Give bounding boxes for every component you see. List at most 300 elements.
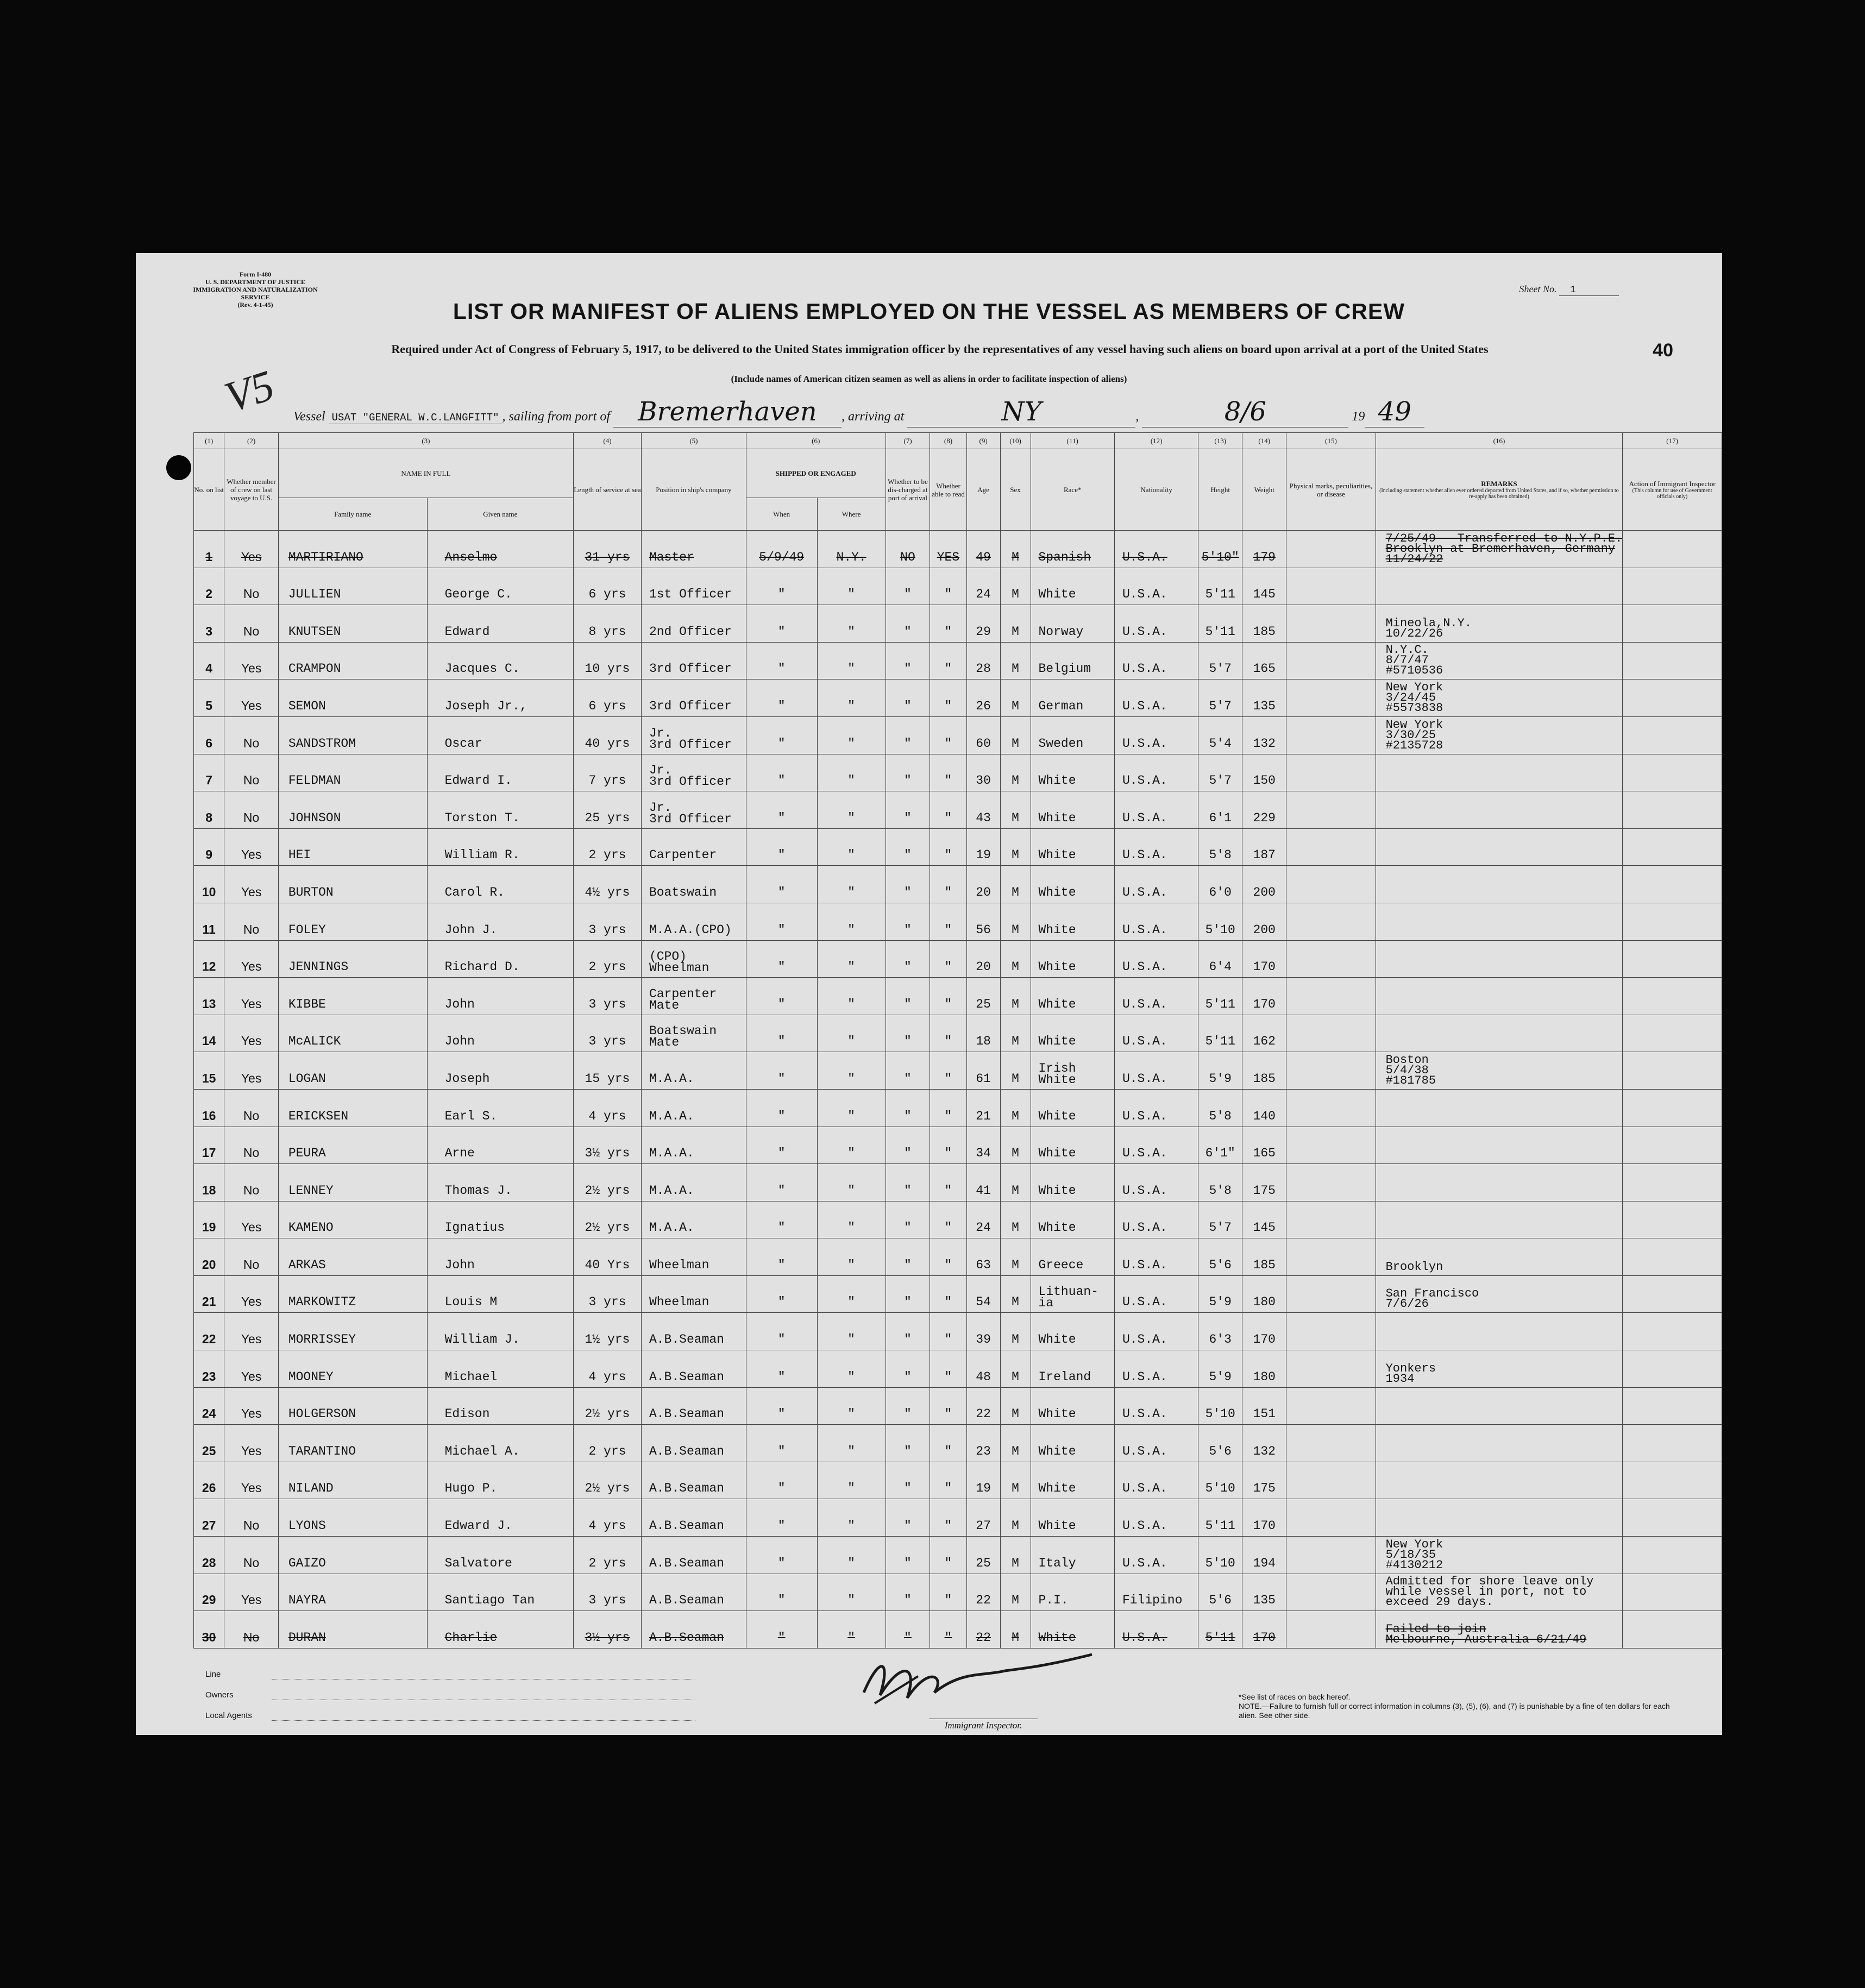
shipped-where: N.Y. xyxy=(817,531,886,568)
age: 54 xyxy=(966,1275,1000,1313)
weight: 180 xyxy=(1242,1350,1286,1388)
length-of-service: 2½ yrs xyxy=(573,1387,641,1425)
remarks xyxy=(1376,940,1623,978)
table-row xyxy=(194,1238,1722,1276)
shipped-where: " xyxy=(817,1015,886,1052)
height: 5'7 xyxy=(1198,754,1242,791)
weight: 179 xyxy=(1242,531,1286,568)
sex: M xyxy=(1000,791,1031,829)
family-name: TARANTINO xyxy=(278,1425,427,1462)
given-name: John xyxy=(427,978,573,1015)
length-of-service: 4 yrs xyxy=(573,1499,641,1537)
shipped-when: " xyxy=(746,1313,817,1350)
shipped-when: " xyxy=(746,1387,817,1425)
sex: M xyxy=(1000,1350,1031,1388)
discharged-flag: " xyxy=(886,1015,930,1052)
row-number: 20 xyxy=(194,1238,224,1276)
sex: M xyxy=(1000,531,1031,568)
header-family-name: Family name xyxy=(278,498,427,531)
able-to-read: " xyxy=(930,1238,966,1276)
family-name: MORRISSEY xyxy=(278,1313,427,1350)
shipped-where: " xyxy=(817,1275,886,1313)
row-number: 11 xyxy=(194,903,224,940)
remarks-text: San Francisco 7/6/26 xyxy=(1385,1287,1479,1311)
remarks xyxy=(1376,754,1623,791)
family-name: PEURA xyxy=(278,1127,427,1164)
physical-marks xyxy=(1286,680,1376,717)
height: 5'11 xyxy=(1198,605,1242,643)
length-of-service: 6 yrs xyxy=(573,568,641,605)
action-title: Action of Immigrant Inspector xyxy=(1629,480,1716,488)
position: A.B.Seaman xyxy=(641,1462,746,1499)
crew-member-flag: Yes xyxy=(224,1052,278,1090)
discharged-flag: " xyxy=(886,1611,930,1649)
nationality: U.S.A. xyxy=(1114,940,1198,978)
family-name: NAYRA xyxy=(278,1574,427,1611)
age: 20 xyxy=(966,866,1000,903)
race: Belgium xyxy=(1031,642,1114,680)
remarks xyxy=(1376,978,1623,1015)
able-to-read: " xyxy=(930,1574,966,1611)
page-number: 40 xyxy=(1653,340,1673,361)
shipped-where: " xyxy=(817,1089,886,1127)
row-number: 4 xyxy=(194,642,224,680)
position: Jr. 3rd Officer xyxy=(641,791,746,829)
row-number: 1 xyxy=(194,531,224,568)
position: A.B.Seaman xyxy=(641,1574,746,1611)
header-able-to-read: Whether able to read xyxy=(930,449,966,531)
remarks xyxy=(1376,1275,1623,1313)
shipped-when: " xyxy=(746,605,817,643)
remarks xyxy=(1376,1238,1623,1276)
race: White xyxy=(1031,1611,1114,1649)
remarks xyxy=(1376,605,1623,643)
header-age: Age xyxy=(966,449,1000,531)
discharged-flag: " xyxy=(886,605,930,643)
inspector-action xyxy=(1623,1574,1722,1611)
shipped-when: " xyxy=(746,1164,817,1201)
table-row xyxy=(194,866,1722,903)
length-of-service: 4 yrs xyxy=(573,1350,641,1388)
race: Lithuan- ia xyxy=(1031,1275,1114,1313)
inspector-action xyxy=(1623,1537,1722,1574)
sex: M xyxy=(1000,1574,1031,1611)
remarks xyxy=(1376,1089,1623,1127)
weight: 187 xyxy=(1242,828,1286,866)
shipped-where: " xyxy=(817,716,886,754)
given-name: Edison xyxy=(427,1387,573,1425)
position: Carpenter Mate xyxy=(641,978,746,1015)
header-crew-member: Whether member of crew on last voyage to U.S. xyxy=(224,449,278,531)
table-row xyxy=(194,903,1722,940)
table-row xyxy=(194,605,1722,643)
table-row xyxy=(194,1537,1722,1574)
discharged-flag: " xyxy=(886,1127,930,1164)
immigrant-inspector-label: Immigrant Inspector. xyxy=(929,1719,1038,1731)
crew-member-flag: Yes xyxy=(224,531,278,568)
age: 41 xyxy=(966,1164,1000,1201)
length-of-service: 15 yrs xyxy=(573,1052,641,1090)
position: 3rd Officer xyxy=(641,680,746,717)
remarks xyxy=(1376,1499,1623,1537)
race: White xyxy=(1031,1313,1114,1350)
remarks xyxy=(1376,1164,1623,1201)
table-row xyxy=(194,1313,1722,1350)
family-name: KNUTSEN xyxy=(278,605,427,643)
weight: 180 xyxy=(1242,1275,1286,1313)
crew-member-flag: Yes xyxy=(224,1015,278,1052)
races-note: *See list of races on back hereof. xyxy=(1239,1693,1351,1701)
row-number: 15 xyxy=(194,1052,224,1090)
position: Carpenter xyxy=(641,828,746,866)
header-shipped-or-engaged: SHIPPED OR ENGAGED xyxy=(746,449,886,498)
table-row xyxy=(194,1164,1722,1201)
position: Master xyxy=(641,531,746,568)
age: 27 xyxy=(966,1499,1000,1537)
physical-marks xyxy=(1286,1350,1376,1388)
remarks-text: Admitted for shore leave only while vessel in port, not to exceed 29 days. xyxy=(1385,1575,1594,1609)
position: A.B.Seaman xyxy=(641,1499,746,1537)
race: Spanish xyxy=(1031,531,1114,568)
family-name: HOLGERSON xyxy=(278,1387,427,1425)
able-to-read: " xyxy=(930,754,966,791)
physical-marks xyxy=(1286,1275,1376,1313)
shipped-where: " xyxy=(817,866,886,903)
race: White xyxy=(1031,866,1114,903)
header-discharged: Whether to be dis-charged at port of arrival xyxy=(886,449,930,531)
header-remarks xyxy=(1376,449,1623,531)
discharged-flag: " xyxy=(886,680,930,717)
age: 34 xyxy=(966,1127,1000,1164)
nationality: U.S.A. xyxy=(1114,642,1198,680)
arrival-port: NY xyxy=(907,397,1135,427)
line-field[interactable] xyxy=(272,1678,695,1679)
local-agents-label: Local Agents xyxy=(205,1711,252,1720)
row-number: 25 xyxy=(194,1425,224,1462)
shipped-when: " xyxy=(746,940,817,978)
able-to-read: " xyxy=(930,1275,966,1313)
row-number: 2 xyxy=(194,568,224,605)
race: Greece xyxy=(1031,1238,1114,1276)
row-number: 5 xyxy=(194,680,224,717)
col-num-16: (16) xyxy=(1376,433,1623,449)
inspector-action xyxy=(1623,1238,1722,1276)
race: Italy xyxy=(1031,1537,1114,1574)
shipped-when: " xyxy=(746,754,817,791)
able-to-read: " xyxy=(930,903,966,940)
discharged-flag: " xyxy=(886,1574,930,1611)
shipped-where: " xyxy=(817,1238,886,1276)
age: 30 xyxy=(966,754,1000,791)
physical-marks xyxy=(1286,1537,1376,1574)
line-label: Line xyxy=(205,1670,221,1679)
sex: M xyxy=(1000,1201,1031,1238)
nationality: U.S.A. xyxy=(1114,978,1198,1015)
able-to-read: " xyxy=(930,1052,966,1090)
col-num-6: (6) xyxy=(746,433,886,449)
nationality: U.S.A. xyxy=(1114,1089,1198,1127)
col-num-13: (13) xyxy=(1198,433,1242,449)
remarks xyxy=(1376,1611,1623,1649)
length-of-service: 31 yrs xyxy=(573,531,641,568)
crew-member-flag: No xyxy=(224,1164,278,1201)
length-of-service: 4 yrs xyxy=(573,1089,641,1127)
discharged-flag: " xyxy=(886,1425,930,1462)
given-name: Michael A. xyxy=(427,1425,573,1462)
height: 6'0 xyxy=(1198,866,1242,903)
remarks xyxy=(1376,1313,1623,1350)
row-number: 28 xyxy=(194,1537,224,1574)
crew-member-flag: Yes xyxy=(224,642,278,680)
position: Jr. 3rd Officer xyxy=(641,754,746,791)
owners-field[interactable] xyxy=(272,1699,695,1700)
discharged-flag: " xyxy=(886,754,930,791)
table-row xyxy=(194,568,1722,605)
discharged-flag: " xyxy=(886,866,930,903)
shipped-where: " xyxy=(817,605,886,643)
table-row xyxy=(194,1425,1722,1462)
age: 56 xyxy=(966,903,1000,940)
discharged-flag: " xyxy=(886,1201,930,1238)
remarks xyxy=(1376,1052,1623,1090)
length-of-service: 40 Yrs xyxy=(573,1238,641,1276)
able-to-read: " xyxy=(930,1164,966,1201)
inspector-action xyxy=(1623,1164,1722,1201)
header-height: Height xyxy=(1198,449,1242,531)
nationality: U.S.A. xyxy=(1114,903,1198,940)
row-number: 7 xyxy=(194,754,224,791)
table-row xyxy=(194,828,1722,866)
length-of-service: 10 yrs xyxy=(573,642,641,680)
remarks-text: Failed to join Melbourne, Australia 6/21/49 xyxy=(1385,1622,1587,1646)
length-of-service: 3 yrs xyxy=(573,1275,641,1313)
table-row xyxy=(194,680,1722,717)
inspector-action xyxy=(1623,866,1722,903)
given-name: Torston T. xyxy=(427,791,573,829)
nationality: U.S.A. xyxy=(1114,1387,1198,1425)
row-number: 8 xyxy=(194,791,224,829)
physical-marks xyxy=(1286,1238,1376,1276)
inspector-signature xyxy=(842,1644,1103,1709)
inspector-action xyxy=(1623,1350,1722,1388)
discharged-flag: " xyxy=(886,1313,930,1350)
position: (CPO) Wheelman xyxy=(641,940,746,978)
position: 1st Officer xyxy=(641,568,746,605)
sex: M xyxy=(1000,1425,1031,1462)
height: 5'11 xyxy=(1198,978,1242,1015)
inspector-action xyxy=(1623,754,1722,791)
sex: M xyxy=(1000,1127,1031,1164)
length-of-service: 1½ yrs xyxy=(573,1313,641,1350)
remarks xyxy=(1376,568,1623,605)
age: 26 xyxy=(966,680,1000,717)
row-number: 29 xyxy=(194,1574,224,1611)
shipped-where: " xyxy=(817,1127,886,1164)
shipped-where: " xyxy=(817,642,886,680)
col-num-1: (1) xyxy=(194,433,224,449)
position: Wheelman xyxy=(641,1275,746,1313)
family-name: MARTIRIANO xyxy=(278,531,427,568)
physical-marks xyxy=(1286,1201,1376,1238)
physical-marks xyxy=(1286,568,1376,605)
weight: 185 xyxy=(1242,1052,1286,1090)
shipped-where: " xyxy=(817,978,886,1015)
header-nationality: Nationality xyxy=(1114,449,1198,531)
crew-member-flag: Yes xyxy=(224,1313,278,1350)
height: 5'9 xyxy=(1198,1052,1242,1090)
family-name: LYONS xyxy=(278,1499,427,1537)
discharged-flag: " xyxy=(886,828,930,866)
shipped-where: " xyxy=(817,1052,886,1090)
inspector-action xyxy=(1623,1611,1722,1649)
footer-notes xyxy=(1239,1693,1684,1720)
given-name: John J. xyxy=(427,903,573,940)
sex: M xyxy=(1000,716,1031,754)
remarks-text: New York 3/24/45 #5573838 xyxy=(1385,680,1443,715)
crew-member-flag: Yes xyxy=(224,978,278,1015)
inspector-action xyxy=(1623,568,1722,605)
shipped-when: " xyxy=(746,1350,817,1388)
length-of-service: 2½ yrs xyxy=(573,1462,641,1499)
able-to-read: " xyxy=(930,1537,966,1574)
weight: 162 xyxy=(1242,1015,1286,1052)
discharged-flag: " xyxy=(886,1537,930,1574)
given-name: Charlie xyxy=(427,1611,573,1649)
shipped-when: " xyxy=(746,680,817,717)
page-subtitle: Required under Act of Congress of February 5, 1917, to be delivered to the United States immigration officer by the representatives of any vessel having such aliens on board upon arrival at a port of the United States xyxy=(391,342,1489,356)
discharged-flag: " xyxy=(886,940,930,978)
sex: M xyxy=(1000,978,1031,1015)
row-number: 19 xyxy=(194,1201,224,1238)
remarks-text: Boston 5/4/38 #181785 xyxy=(1385,1053,1436,1087)
given-name: John xyxy=(427,1015,573,1052)
shipped-when: " xyxy=(746,1089,817,1127)
height: 5'11 xyxy=(1198,568,1242,605)
inspector-action xyxy=(1623,1089,1722,1127)
length-of-service: 3½ yrs xyxy=(573,1611,641,1649)
vessel-name: USAT "GENERAL W.C.LANGFITT" xyxy=(329,412,503,424)
discharged-flag: " xyxy=(886,716,930,754)
able-to-read: " xyxy=(930,1313,966,1350)
col-num-14: (14) xyxy=(1242,433,1286,449)
shipped-when: " xyxy=(746,791,817,829)
height: 5'10 xyxy=(1198,903,1242,940)
family-name: ERICKSEN xyxy=(278,1089,427,1127)
service-name: IMMIGRATION AND NATURALIZATION SERVICE xyxy=(193,286,318,301)
weight: 151 xyxy=(1242,1387,1286,1425)
row-number: 17 xyxy=(194,1127,224,1164)
row-number: 24 xyxy=(194,1387,224,1425)
height: 6'1" xyxy=(1198,1127,1242,1164)
race: White xyxy=(1031,1425,1114,1462)
shipped-when: " xyxy=(746,1425,817,1462)
discharged-flag: " xyxy=(886,642,930,680)
remarks xyxy=(1376,828,1623,866)
age: 61 xyxy=(966,1052,1000,1090)
physical-marks xyxy=(1286,978,1376,1015)
given-name: Hugo P. xyxy=(427,1462,573,1499)
sex: M xyxy=(1000,1611,1031,1649)
race: Norway xyxy=(1031,605,1114,643)
length-of-service: 4½ yrs xyxy=(573,866,641,903)
handwritten-mark: V5 xyxy=(219,361,280,422)
given-name: Salvatore xyxy=(427,1537,573,1574)
physical-marks xyxy=(1286,791,1376,829)
shipped-when: " xyxy=(746,1611,817,1649)
crew-member-flag: Yes xyxy=(224,940,278,978)
weight: 170 xyxy=(1242,1313,1286,1350)
remarks xyxy=(1376,680,1623,717)
crew-member-flag: No xyxy=(224,1499,278,1537)
shipped-where: " xyxy=(817,1537,886,1574)
given-name: Santiago Tan xyxy=(427,1574,573,1611)
crew-member-flag: Yes xyxy=(224,1387,278,1425)
table-row xyxy=(194,1089,1722,1127)
col-num-5: (5) xyxy=(641,433,746,449)
discharged-flag: " xyxy=(886,978,930,1015)
age: 24 xyxy=(966,568,1000,605)
family-name: NILAND xyxy=(278,1462,427,1499)
sex: M xyxy=(1000,1052,1031,1090)
inspector-action xyxy=(1623,1387,1722,1425)
remarks xyxy=(1376,1574,1623,1611)
remarks xyxy=(1376,1015,1623,1052)
physical-marks xyxy=(1286,903,1376,940)
local-agents-field[interactable] xyxy=(272,1720,695,1721)
length-of-service: 3 yrs xyxy=(573,903,641,940)
physical-marks xyxy=(1286,1052,1376,1090)
crew-member-flag: Yes xyxy=(224,1350,278,1388)
shipped-when: " xyxy=(746,1574,817,1611)
sex: M xyxy=(1000,1537,1031,1574)
shipped-when: 5/9/49 xyxy=(746,531,817,568)
shipped-when: " xyxy=(746,1238,817,1276)
row-number: 22 xyxy=(194,1313,224,1350)
inspector-action xyxy=(1623,605,1722,643)
table-row xyxy=(194,754,1722,791)
sex: M xyxy=(1000,940,1031,978)
weight: 145 xyxy=(1242,568,1286,605)
crew-member-flag: No xyxy=(224,791,278,829)
given-name: Joseph xyxy=(427,1052,573,1090)
nationality: U.S.A. xyxy=(1114,1350,1198,1388)
height: 5'9 xyxy=(1198,1350,1242,1388)
remarks xyxy=(1376,1201,1623,1238)
col-num-11: (11) xyxy=(1031,433,1114,449)
nationality: U.S.A. xyxy=(1114,1499,1198,1537)
inspector-action xyxy=(1623,716,1722,754)
shipped-where: " xyxy=(817,1387,886,1425)
inspector-action xyxy=(1623,1127,1722,1164)
physical-marks xyxy=(1286,1499,1376,1537)
discharged-flag: " xyxy=(886,1238,930,1276)
length-of-service: 2½ yrs xyxy=(573,1201,641,1238)
position: M.A.A. xyxy=(641,1201,746,1238)
given-name: Michael xyxy=(427,1350,573,1388)
weight: 132 xyxy=(1242,1425,1286,1462)
row-number: 14 xyxy=(194,1015,224,1052)
age: 20 xyxy=(966,940,1000,978)
able-to-read: " xyxy=(930,716,966,754)
able-to-read: " xyxy=(930,828,966,866)
family-name: JENNINGS xyxy=(278,940,427,978)
family-name: ARKAS xyxy=(278,1238,427,1276)
race: Sweden xyxy=(1031,716,1114,754)
weight: 170 xyxy=(1242,1499,1286,1537)
sex: M xyxy=(1000,1275,1031,1313)
sheet-number-field xyxy=(1519,284,1619,296)
physical-marks xyxy=(1286,1127,1376,1164)
